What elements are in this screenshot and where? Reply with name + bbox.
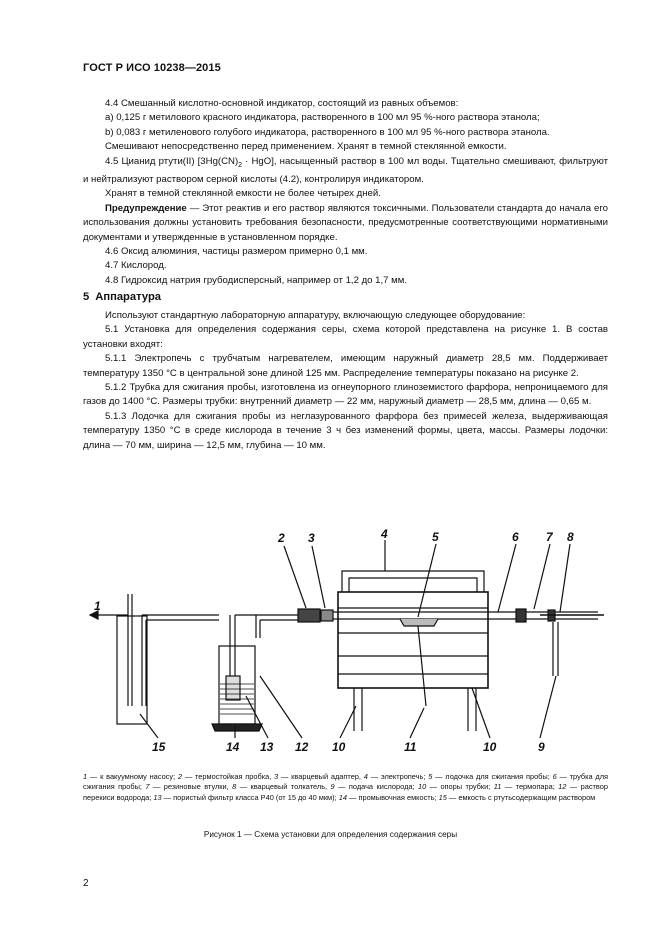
figure-caption: Рисунок 1 — Схема установки для определения содержания серы (203, 830, 458, 839)
label-14: 14 (226, 740, 240, 754)
page-number: 2 (83, 878, 89, 889)
paragraph-4-4-b: b) 0,083 г метиленового голубого индикатора, растворенного в 100 мл 95 %-ного раствора этанола. (105, 126, 550, 138)
paragraph-4-7: 4.7 Кислород. (105, 260, 167, 272)
label-9: 9 (538, 740, 545, 754)
paragraph-4-4-a: a) 0,125 г метилового красного индикатора, растворенного в 100 мл 95 %-ного раствора этанола; (105, 112, 540, 124)
paragraph-5-1-3: 5.1.3 Лодочка для сжигания пробы из неглазурованного фарфора без примесей железа, выдерживающая температуру 1350 °С в среде кислорода в течение 3 ч без изменений формы, цвета, массы. Размеры лодочки: длина — 70 мм, ширина — 12,5 мм, глубина — 10 мм. (83, 410, 608, 451)
label-10-left: 10 (332, 740, 346, 754)
bottle-base (212, 724, 262, 731)
apparatus-schematic (70, 526, 610, 761)
label-11: 11 (404, 740, 417, 754)
connector-tube (256, 615, 298, 620)
warning-label: Предупреждение (105, 202, 187, 214)
section-5-body (83, 309, 608, 453)
label-15: 15 (152, 740, 166, 754)
label-7: 7 (546, 530, 553, 544)
tube-support-left (354, 688, 362, 731)
label-12: 12 (295, 740, 309, 754)
heat-resistant-stopper (298, 609, 320, 622)
thermocouple (418, 626, 426, 706)
label-4: 4 (381, 527, 388, 541)
rubber-bushing-1 (516, 609, 526, 622)
label-13: 13 (260, 740, 274, 754)
oxygen-feed-pipe (553, 622, 558, 676)
label-2: 2 (278, 531, 285, 545)
section-4-continued (83, 97, 608, 288)
paragraph-4-5-storage: Хранят в темной стеклянной емкости не более четырех дней. (105, 188, 381, 200)
document-header: ГОСТ Р ИСО 10238—2015 (83, 62, 221, 74)
porous-filter (226, 676, 240, 700)
section-5-intro: Используют стандартную лабораторную аппаратуру, включающую следующее оборудование: (105, 310, 526, 321)
paragraph-5-1-1: 5.1.1 Электропечь с трубчатым нагревателем, имеющим наружный диаметр 28,5 мм. Поддерживает температуру 1350 °С в центральной зоне длиной 125 мм. Распределение температуры показано на рисунке 2. (83, 353, 608, 379)
figure-legend: 1 — к вакуумному насосу; 2 — термостойкая пробка, 3 — кварцевый адаптер, 4 — электропечь; 5 — лодочка для сжигания пробы; 6 — трубка для сжигания пробы; 7 — резиновые втулки, 8 — кварцевый толкатель, 9 — подача кислорода; 10 — опоры трубки; 11 — термопара; 12 — раствор перекиси водорода; 13 — пористый фильтр класса Р40 (от 15 до 40 мкм); 14 — промывочная емкость; 15 — емкость с ртутьсодержащим раствором (83, 772, 609, 802)
label-8: 8 (567, 530, 574, 544)
label-3: 3 (308, 531, 315, 545)
warning-paragraph: Предупреждение — Этот реактив и его раствор являются токсичными. Пользователи стандарта до начала его использования должны установить требования безопасности, предусмотренные соответствующими нормативными документами и утвержденные в установленном порядке. (83, 202, 608, 243)
paragraph-5-1: 5.1 Установка для определения содержания серы, схема которой представлена на рисунке 1. В состав установки входят: (83, 324, 608, 350)
section-5-heading: 5 Аппаратура (83, 291, 161, 303)
figure-1-diagram (70, 526, 610, 766)
paragraph-4-8: 4.8 Гидроксид натрия грубодисперсный, например от 1,2 до 1,7 мм. (105, 274, 408, 286)
paragraph-4-4: 4.4 Смешанный кислотно-основной индикатор, состоящий из равных объемов: (105, 98, 459, 109)
combustion-boat (400, 619, 438, 626)
label-1: 1 (94, 599, 101, 613)
label-10-right: 10 (483, 740, 497, 754)
label-6: 6 (512, 530, 519, 544)
furnace-top-frame-inner (349, 578, 477, 592)
paragraph-4-5: 4.5 Цианид ртути(II) $[3Hg(CN)_2 \cdot HgO]$, насыщенный раствор в 100 мл воды. Тщательно смешивают, фильтруют и нейтрализуют раствором серной кислоты (4.2), контролируя индикатором. (83, 155, 608, 185)
furnace-top-frame (342, 571, 484, 592)
quartz-adapter (321, 610, 333, 621)
paragraph-5-1-2: 5.1.2 Трубка для сжигания пробы, изготовлена из огнеупорного глиноземистого фарфора, непроницаемого для газов до 1400 °С. Размеры трубки: внутренний диаметр — 22 мм, наружный диаметр — 28,5 мм, длина — 0,65 м. (83, 382, 608, 408)
paragraph-4-6: 4.6 Оксид алюминия, частицы размером примерно 0,1 мм. (105, 245, 368, 257)
paragraph-4-4-note: Смешивают непосредственно перед применением. Хранят в темной стеклянной емкости. (105, 141, 507, 153)
label-5: 5 (432, 530, 439, 544)
